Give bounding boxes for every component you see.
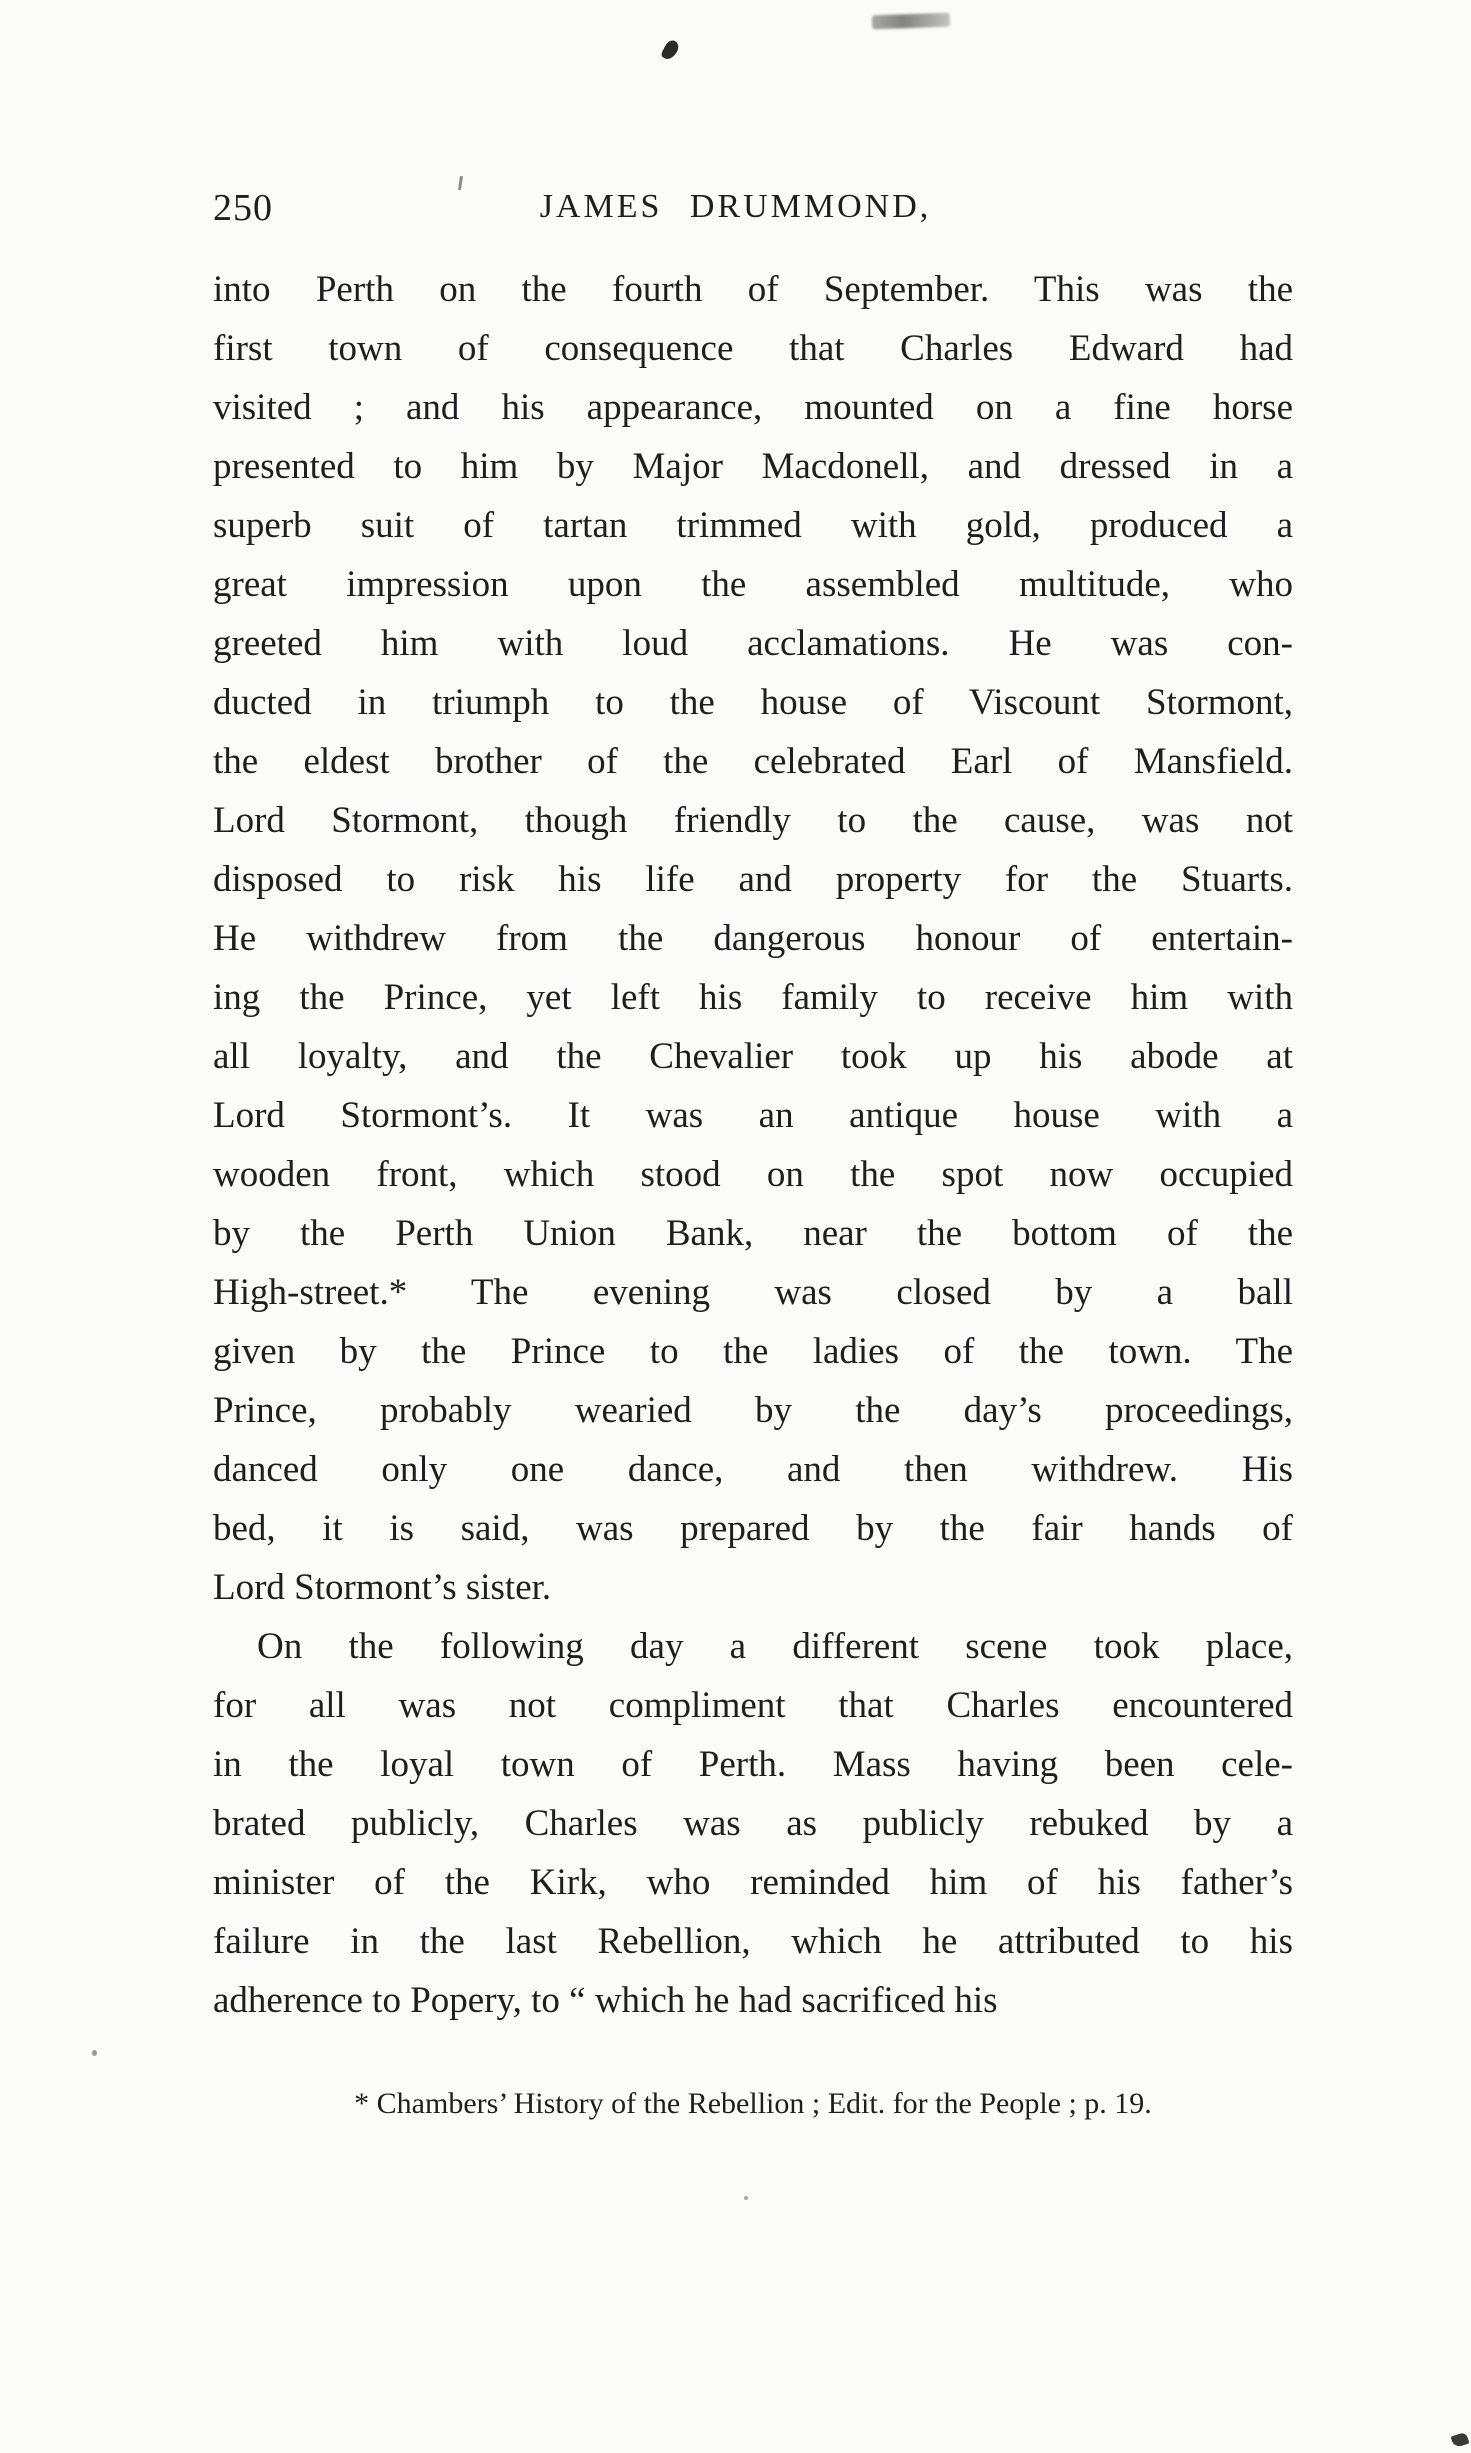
text-line: given by the Prince to the ladies of the town. The — [213, 1331, 1293, 1372]
scan-artifact-dot — [744, 2196, 748, 2200]
text-line: disposed to risk his life and property for the Stuarts. — [213, 859, 1293, 900]
text-line: visited ; and his appearance, mounted on a fine horse — [213, 387, 1293, 428]
running-header: JAMES DRUMMOND, — [539, 188, 932, 225]
paragraph — [213, 260, 1293, 1617]
text-line: Lord Stormont’s sister. — [213, 1567, 552, 1608]
text-line: greeted him with loud acclamations. He was con- — [213, 623, 1293, 664]
text-line: Lord Stormont’s. It was an antique house with a — [213, 1095, 1293, 1136]
text-line: ing the Prince, yet left his family to receive him with — [213, 977, 1293, 1018]
text-line: presented to him by Major Macdonell, and dressed in a — [213, 446, 1293, 487]
text-line: failure in the last Rebellion, which he attributed to his — [213, 1921, 1293, 1962]
text-line: all loyalty, and the Chevalier took up his abode at — [213, 1036, 1293, 1077]
text-line: ducted in triumph to the house of Viscount Stormont, — [213, 682, 1293, 723]
scan-artifact-smudge — [872, 13, 950, 30]
text-line: into Perth on the fourth of September. This was the — [213, 269, 1293, 310]
text-line: danced only one dance, and then withdrew. His — [213, 1449, 1293, 1490]
text-line: superb suit of tartan trimmed with gold, produced a — [213, 505, 1293, 546]
footnote: * Chambers’ History of the Rebellion ; Edit. for the People ; p. 19. — [354, 2087, 1152, 2120]
text-line: in the loyal town of Perth. Mass having been cele- — [213, 1744, 1293, 1785]
text-line: On the following day a different scene took place, — [257, 1626, 1293, 1667]
page-header — [0, 186, 1471, 234]
text-line: Prince, probably wearied by the day’s proceedings, — [213, 1390, 1293, 1431]
text-line: great impression upon the assembled multitude, who — [213, 564, 1293, 605]
scan-artifact-dot — [92, 2050, 97, 2056]
text-line: Lord Stormont, though friendly to the cause, was not — [213, 800, 1293, 841]
text-line: adherence to Popery, to “ which he had sacrificed his — [213, 1980, 998, 2021]
text-line: bed, it is said, was prepared by the fair hands of — [213, 1508, 1293, 1549]
text-line: wooden front, which stood on the spot now occupied — [213, 1154, 1293, 1195]
text-line: for all was not compliment that Charles encountered — [213, 1685, 1293, 1726]
text-block — [213, 260, 1293, 2030]
scan-artifact-mark — [1451, 2432, 1470, 2448]
page-number: 250 — [213, 187, 273, 229]
text-line: brated publicly, Charles was as publicly rebuked by a — [213, 1803, 1293, 1844]
text-line: by the Perth Union Bank, near the bottom of the — [213, 1213, 1293, 1254]
text-line: the eldest brother of the celebrated Earl of Mansfield. — [213, 741, 1293, 782]
text-line: He withdrew from the dangerous honour of entertain- — [213, 918, 1293, 959]
paragraph — [213, 1617, 1293, 2030]
text-line: minister of the Kirk, who reminded him of his father’s — [213, 1862, 1293, 1903]
text-line: High-street.* The evening was closed by a ball — [213, 1272, 1293, 1313]
scan-artifact-mark — [660, 38, 681, 62]
text-line: first town of consequence that Charles Edward had — [213, 328, 1293, 369]
